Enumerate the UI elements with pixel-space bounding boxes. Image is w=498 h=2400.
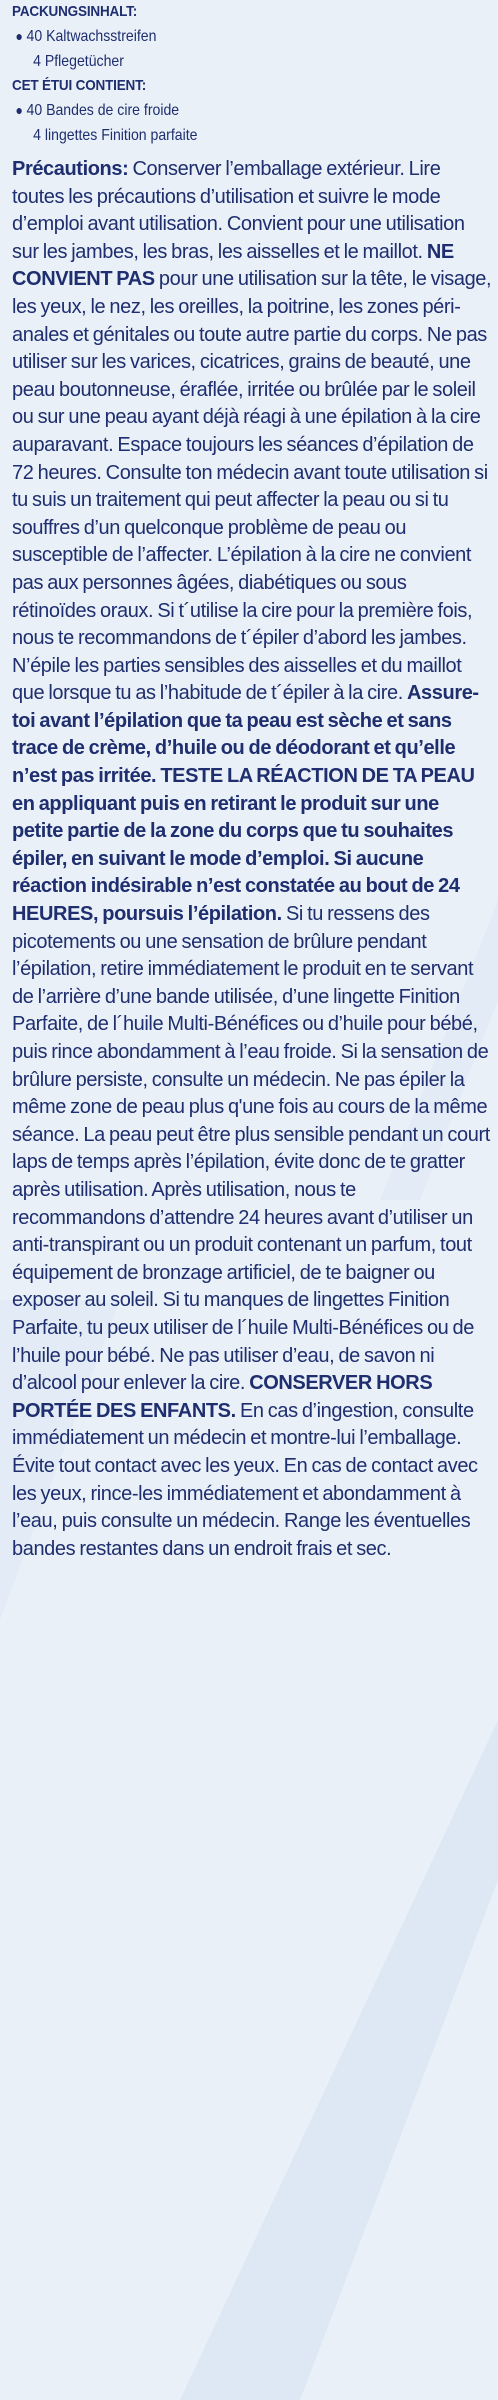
fr-item-strips: 40 Bandes de cire froide	[26, 102, 180, 119]
de-contents-item-1	[12, 24, 434, 49]
precautions-text-3: Si tu ressens des picotements ou une sensation de brûlure pendant l’épilation, retire immédiatement le produit en te servant de l’arrière d’une bande utilisée, d’une lingette Finition Parfaite, de l´huile Multi-Bénéfices ou d’huile pour bébé, puis rince abondamment à l’eau froide. Si la sensation de brûlure persiste, consulte un médecin. Ne pas épiler la même zone de peau plus q'une fois au cours de la même séance. La peau peut être plus sensible pendant un court laps de temps après l’épilation, évite donc de te gratter après utilisation. Après utilisation, nous te recommandons d’attendre 24 heures avant d’utiliser un anti-transpirant ou un produit contenant un parfum, tout équipement de bronzage artificiel, de te baigner ou exposer au soleil. Si tu manques de lingettes Finition Parfaite, tu peux utiliser de l´huile Multi-Bénéfices ou de l’huile pour bébé. Ne pas utiliser d’eau, de savon ni d’alcool pour enlever la cire.	[12, 903, 490, 1395]
precautions-label: Précautions:	[12, 158, 129, 180]
precautions-paragraph	[12, 156, 492, 1563]
fr-contents-item-1	[12, 98, 434, 123]
product-label-text	[12, 0, 492, 1563]
precautions-bold-1: NE CONVIENT PAS	[12, 240, 454, 291]
bullet-icon: ●	[15, 102, 23, 118]
bullet-icon: ●	[15, 28, 23, 44]
de-item-strips: 40 Kaltwachsstreifen	[26, 28, 157, 45]
de-contents-heading: PACKUNGSINHALT:	[12, 3, 138, 20]
fr-contents-item-2: 4 lingettes Finition parfaite	[33, 127, 198, 144]
de-contents-item-2: 4 Pflegetücher	[33, 53, 124, 70]
fr-contents-heading: CET ÉTUI CONTIENT:	[12, 77, 147, 94]
precautions-bold-2: Assure-toi avant l’épilation que ta peau est sèche et sans trace de crème, d’huile ou de déodorant et qu’elle n’est pas irritée. TESTE LA RÉACTION DE TA PEAU en appliquant puis en retirant le produit sur une petite partie de la zone du corps que tu souhaites épiler, en suivant le mode d’emploi. Si aucune réaction indésirable n’est constatée au bout de 24 HEURES, poursuis l’épilation.	[12, 682, 479, 926]
precautions-text-2: pour une utilisation sur la tête, le visage, les yeux, le nez, les oreilles, la poitrine, les zones péri-anales et génitales ou toute autre partie du corps. Ne pas utiliser sur les varices, cicatrices, grains de beauté, une peau boutonneuse, éraflée, irritée ou brûlée par le soleil ou sur une peau ayant déjà réagi à une épilation à la cire auparavant. Espace toujours les séances d’épilation de 72 heures. Consulte ton médecin avant toute utilisation si tu suis un traitement qui peut affecter la peau ou si tu souffres d’un quelconque problème de peau ou susceptible de l’affecter. L’épilation à la cire ne convient pas aux personnes âgées, diabétiques ou sous rétinoïdes oraux. Si t´utilise la cire pour la première fois, nous te recommandons de t´épiler d’abord les jambes. N’épile les parties sensibles des aisselles et du maillot que lorsque tu as l’habitude de t´épiler à la cire.	[12, 268, 492, 705]
precautions-bold-3: CONSERVER HORS PORTÉE DES ENFANTS.	[12, 1372, 433, 1422]
precautions-text-4: En cas d’ingestion, consulte immédiatement un médecin et montre-lui l’emballage. Évite tout contact avec les yeux. En cas de contact avec les yeux, rince-les immédiatement et abondamment à l’eau, puis consulte un médecin. Range les éventuelles bandes restantes dans un endroit frais et sec.	[12, 1399, 478, 1560]
precautions-text-1: Conserver l’emballage extérieur. Lire toutes les précautions d’utilisation et suivre le mode d’emploi avant utilisation. Convient pour une utilisation sur les jambes, les bras, les aisselles et le maillot.	[12, 158, 465, 263]
